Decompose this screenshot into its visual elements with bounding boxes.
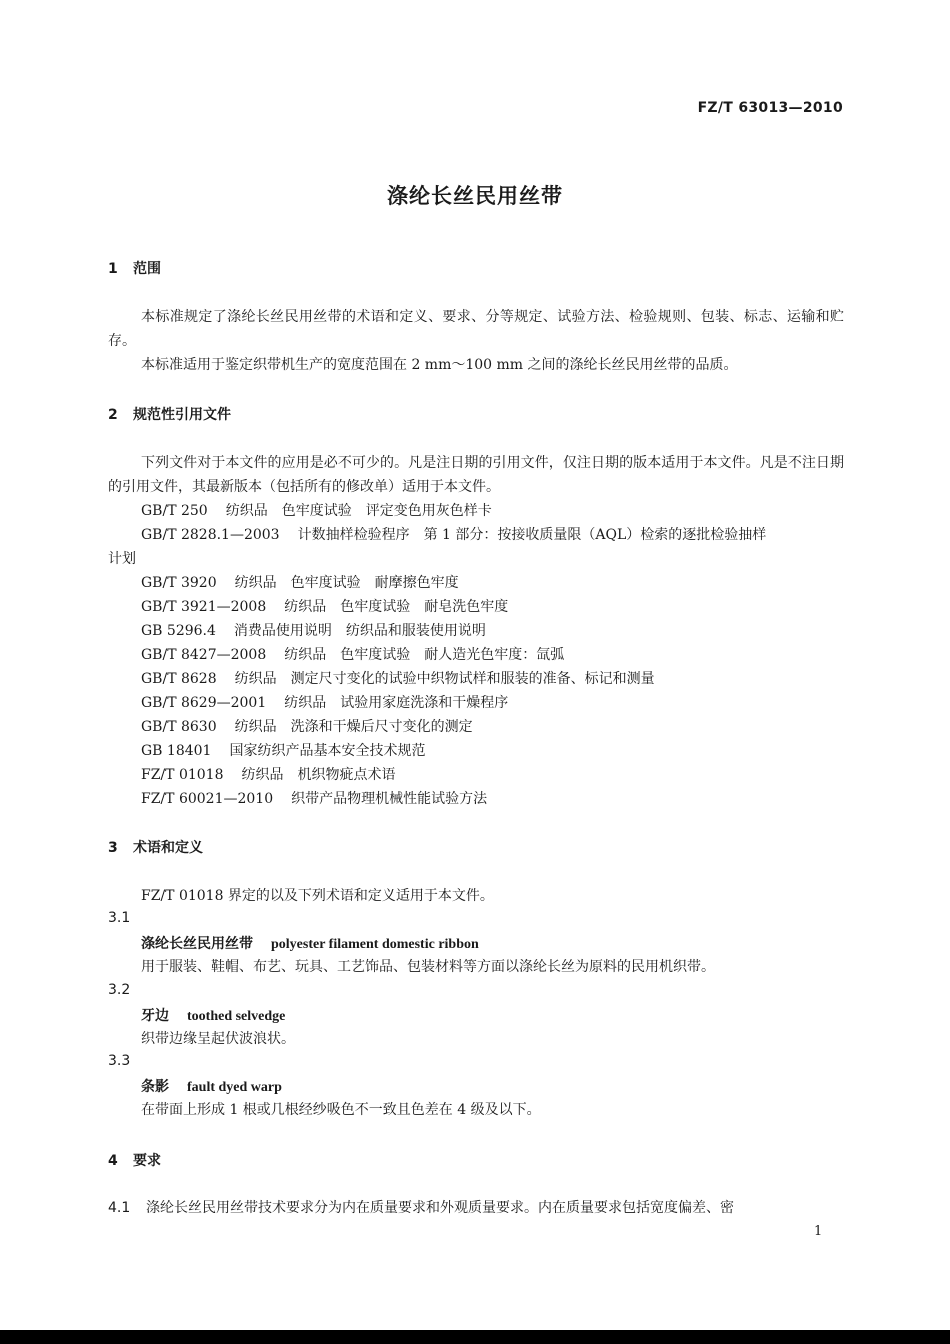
clause-text: 涤纶长丝民用丝带技术要求分为内在质量要求和外观质量要求。内在质量要求包括宽度偏差、密 [146, 1200, 734, 1216]
reference-code: GB 18401 [141, 743, 212, 759]
reference-item [141, 523, 766, 547]
term-chinese: 涤纶长丝民用丝带 [141, 936, 253, 952]
term-english: polyester filament domestic ribbon [271, 937, 479, 952]
reference-continuation: 计划 [108, 551, 136, 567]
reference-title: 纺织品 色牢度试验 耐皂洗色牢度 [284, 599, 509, 615]
reference-title: 纺织品 测定尺寸变化的试验中织物试样和服装的准备、标记和测量 [234, 671, 655, 687]
reference-code: GB/T 8628 [141, 671, 217, 687]
reference-item [141, 595, 508, 619]
reference-code: FZ/T 60021—2010 [141, 791, 274, 807]
section-1-heading [108, 258, 161, 278]
term-heading [141, 1076, 282, 1096]
reference-code: GB/T 8629—2001 [141, 695, 267, 711]
section-title: 要求 [133, 1153, 161, 1169]
clause-number: 4.1 [108, 1200, 131, 1216]
section-2-heading [108, 404, 231, 424]
reference-code: GB/T 2828.1—2003 [141, 527, 280, 543]
term-english: toothed selvedge [187, 1009, 286, 1024]
standard-number: FZ/T 63013—2010 [697, 100, 843, 116]
reference-title: 纺织品 试验用家庭洗涤和干燥程序 [284, 695, 509, 711]
term-definition: 在带面上形成 1 根或几根经纱吸色不一致且色差在 4 级及以下。 [141, 1102, 541, 1118]
reference-title: 纺织品 色牢度试验 耐人造光色牢度：氙弧 [284, 647, 565, 663]
reference-code: GB/T 3920 [141, 575, 217, 591]
section-title: 术语和定义 [133, 840, 203, 856]
reference-item [141, 691, 508, 715]
term-definition: 用于服装、鞋帽、布艺、玩具、工艺饰品、包装材料等方面以涤纶长丝为原料的民用机织带。 [141, 959, 715, 975]
section-number: 1 [108, 261, 118, 277]
term-number: 3.1 [108, 910, 131, 926]
reference-item [141, 715, 473, 739]
reference-code: GB 5296.4 [141, 623, 216, 639]
reference-title: 计数抽样检验程序 第 1 部分：按接收质量限（AQL）检索的逐批检验抽样 [297, 527, 767, 543]
reference-code: GB/T 8427—2008 [141, 647, 267, 663]
reference-item [141, 667, 655, 691]
scope-paragraph-1: 本标准规定了涤纶长丝民用丝带的术语和定义、要求、分等规定、试验方法、检验规则、包装、标志、运输和贮存。 [108, 309, 844, 349]
reference-title: 纺织品 色牢度试验 耐摩擦色牢度 [234, 575, 459, 591]
section-3-heading [108, 837, 203, 857]
references-intro: 下列文件对于本文件的应用是必不可少的。凡是注日期的引用文件，仅注日期的版本适用于本文件。凡是不注日期的引用文件，其最新版本（包括所有的修改单）适用于本文件。 [108, 455, 844, 495]
section-4-heading [108, 1150, 161, 1170]
reference-item [141, 787, 487, 811]
page-number: 1 [814, 1224, 823, 1239]
clause-4-1 [108, 1196, 844, 1220]
term-chinese: 牙边 [141, 1008, 169, 1024]
reference-code: GB/T 3921—2008 [141, 599, 267, 615]
reference-code: FZ/T 01018 [141, 767, 224, 783]
bottom-edge-bar [0, 1330, 950, 1344]
term-heading [141, 1005, 285, 1025]
document-title: 涤纶长丝民用丝带 [387, 184, 563, 208]
term-chinese: 条影 [141, 1079, 169, 1095]
section-title: 范围 [133, 261, 161, 277]
scope-paragraph-2: 本标准适用于鉴定织带机生产的宽度范围在 2 mm～100 mm 之间的涤纶长丝民用丝带的品质。 [141, 357, 738, 373]
terms-intro: FZ/T 01018 界定的以及下列术语和定义适用于本文件。 [141, 888, 494, 904]
reference-title: 织带产品物理机械性能试验方法 [291, 791, 488, 807]
term-number: 3.3 [108, 1053, 131, 1069]
reference-code: GB/T 250 [141, 503, 208, 519]
reference-title: 纺织品 色牢度试验 评定变色用灰色样卡 [225, 503, 492, 519]
term-number: 3.2 [108, 982, 131, 998]
reference-title: 消费品使用说明 纺织品和服装使用说明 [233, 623, 486, 639]
section-number: 4 [108, 1153, 118, 1169]
reference-code: GB/T 8630 [141, 719, 217, 735]
section-number: 2 [108, 407, 118, 423]
reference-item [141, 739, 425, 763]
reference-item [141, 571, 459, 595]
section-title: 规范性引用文件 [133, 407, 231, 423]
term-english: fault dyed warp [187, 1080, 282, 1095]
term-definition: 织带边缘呈起伏波浪状。 [141, 1031, 295, 1047]
reference-item [141, 763, 395, 787]
reference-title: 纺织品 洗涤和干燥后尺寸变化的测定 [234, 719, 473, 735]
reference-item [141, 619, 486, 643]
reference-title: 纺织品 机织物疵点术语 [241, 767, 396, 783]
reference-item [141, 499, 492, 523]
section-number: 3 [108, 840, 118, 856]
term-heading [141, 933, 479, 953]
reference-item [141, 643, 564, 667]
reference-title: 国家纺织产品基本安全技术规范 [229, 743, 426, 759]
